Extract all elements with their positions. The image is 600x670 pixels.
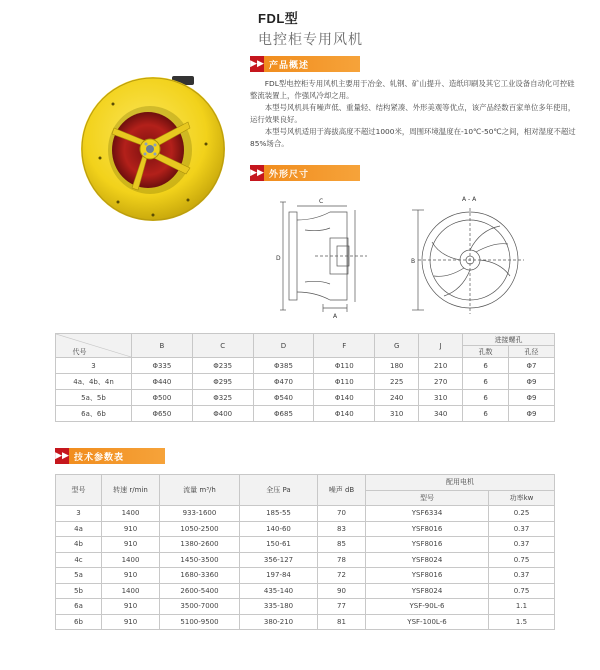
table-cell: Φ540 (253, 390, 314, 406)
table-cell: 83 (318, 521, 366, 537)
table-cell: 3 (56, 506, 102, 522)
table-cell: 910 (102, 568, 160, 584)
table-cell: 0.37 (489, 521, 555, 537)
dimensions-row (56, 406, 555, 422)
table-cell: 197-84 (240, 568, 318, 584)
dim-label-d: D (276, 255, 281, 262)
table-cell: 310 (375, 406, 419, 422)
params-row (56, 568, 555, 584)
table-cell: Φ295 (192, 374, 253, 390)
table-cell: 150-61 (240, 537, 318, 553)
table-cell: Φ110 (314, 358, 375, 374)
table-cell: 335-180 (240, 599, 318, 615)
title-block (258, 8, 363, 49)
table-cell: 310 (419, 390, 463, 406)
table-cell: YSF8024 (366, 552, 489, 568)
bolt-col-header: 孔数 (463, 346, 509, 358)
table-cell: 70 (318, 506, 366, 522)
table-cell: 6 (463, 374, 509, 390)
table-cell: 1400 (102, 506, 160, 522)
product-name: 电控柜专用风机 (258, 32, 363, 48)
table-cell: 4a (56, 521, 102, 537)
col-header: B (132, 334, 193, 358)
overview-text (250, 78, 580, 150)
double-arrow-icon: ▶▶ (250, 56, 264, 72)
params-row (56, 521, 555, 537)
table-cell: 1.1 (489, 599, 555, 615)
table-cell: 6 (463, 390, 509, 406)
double-arrow-icon: ▶▶ (250, 165, 264, 181)
overview-section-label: 产品概述 (269, 60, 310, 71)
table-cell: Φ685 (253, 406, 314, 422)
table-cell: Φ9 (509, 390, 555, 406)
overview-section-header (250, 56, 360, 72)
table-cell: 0.37 (489, 537, 555, 553)
table-cell: Φ400 (192, 406, 253, 422)
dim-label-aa: A - A (462, 196, 477, 203)
table-cell: 356-127 (240, 552, 318, 568)
params-row (56, 506, 555, 522)
table-cell: YSF8016 (366, 568, 489, 584)
table-cell: 4a、4b、4n (56, 374, 132, 390)
params-row (56, 583, 555, 599)
table-cell: 1400 (102, 552, 160, 568)
table-cell: 1400 (102, 583, 160, 599)
table-cell: 0.25 (489, 506, 555, 522)
params-row (56, 599, 555, 615)
table-cell: 77 (318, 599, 366, 615)
params-row (56, 537, 555, 553)
col-header: G (375, 334, 419, 358)
table-cell: 6 (463, 358, 509, 374)
table-cell: 240 (375, 390, 419, 406)
table-cell: 4c (56, 552, 102, 568)
params-section-label: 技术参数表 (74, 452, 125, 463)
table-cell: 180 (375, 358, 419, 374)
dimensions-section-header (250, 165, 360, 181)
motor-header: 配用电机 (366, 475, 555, 491)
table-cell: 225 (375, 374, 419, 390)
table-cell: 1050-2500 (160, 521, 240, 537)
table-cell: YSF-100L-6 (366, 614, 489, 630)
dim-label-b: B (411, 258, 416, 265)
table-cell: 270 (419, 374, 463, 390)
params-row (56, 552, 555, 568)
table-cell: 81 (318, 614, 366, 630)
table-cell: 0.75 (489, 552, 555, 568)
table-cell: 6b (56, 614, 102, 630)
table-cell: 78 (318, 552, 366, 568)
table-cell: 910 (102, 521, 160, 537)
table-cell: Φ9 (509, 374, 555, 390)
table-cell: 380-210 (240, 614, 318, 630)
dim-label-c: C (319, 198, 324, 205)
table-cell: Φ9 (509, 406, 555, 422)
table-cell: 90 (318, 583, 366, 599)
model-header: 型号 (56, 475, 102, 506)
params-section-header (55, 448, 165, 464)
table-cell: YSF6334 (366, 506, 489, 522)
table-cell: 340 (419, 406, 463, 422)
col-header: D (253, 334, 314, 358)
speed-header: 转速 r/min (102, 475, 160, 506)
col-header: F (314, 334, 375, 358)
table-cell: 2600-5400 (160, 583, 240, 599)
dimensions-row (56, 390, 555, 406)
table-cell: YSF8016 (366, 521, 489, 537)
table-cell: 72 (318, 568, 366, 584)
table-cell: Φ385 (253, 358, 314, 374)
table-cell: 5b (56, 583, 102, 599)
bolt-group-header: 进接螺孔 (463, 334, 555, 346)
table-cell: 5100-9500 (160, 614, 240, 630)
table-cell: 0.37 (489, 568, 555, 584)
overview-paragraph: FDL型电控柜专用风机主要用于冶金、轧钢、矿山提升、造纸印刷及其它工业设备自动化可控硅整流装置上，作强风冷却之用。 (250, 79, 575, 100)
table-cell: 1680-3360 (160, 568, 240, 584)
table-cell: 910 (102, 614, 160, 630)
table-cell: Φ140 (314, 406, 375, 422)
double-arrow-icon: ▶▶ (55, 448, 69, 464)
table-cell: 140-60 (240, 521, 318, 537)
motor-model-header: 型号 (366, 490, 489, 506)
table-cell: YSF8024 (366, 583, 489, 599)
table-cell: 3 (56, 358, 132, 374)
table-cell: 5a (56, 568, 102, 584)
product-model: FDL型 (258, 11, 299, 26)
flow-header: 流量 m³/h (160, 475, 240, 506)
table-cell: 85 (318, 537, 366, 553)
table-cell: Φ140 (314, 390, 375, 406)
table-cell: Φ470 (253, 374, 314, 390)
dimensions-section-label: 外形尺寸 (269, 169, 310, 180)
col-header: J (419, 334, 463, 358)
table-cell: Φ650 (132, 406, 193, 422)
dimensions-row (56, 358, 555, 374)
pressure-header: 全压 Pa (240, 475, 318, 506)
table-cell: Φ7 (509, 358, 555, 374)
table-cell: 910 (102, 537, 160, 553)
code-header-cell (56, 334, 132, 358)
table-cell: 1380-2600 (160, 537, 240, 553)
table-cell: 210 (419, 358, 463, 374)
table-cell: Φ500 (132, 390, 193, 406)
side-view-drawing (275, 190, 375, 325)
table-cell: 3500-7000 (160, 599, 240, 615)
table-cell: 6a、6b (56, 406, 132, 422)
table-cell: 1450-3500 (160, 552, 240, 568)
table-cell: Φ335 (132, 358, 193, 374)
dimensions-table (55, 333, 555, 422)
table-cell: YSF-90L-6 (366, 599, 489, 615)
fan-photo (78, 72, 228, 222)
table-cell: Φ110 (314, 374, 375, 390)
params-row (56, 614, 555, 630)
table-cell: 910 (102, 599, 160, 615)
table-cell: 4b (56, 537, 102, 553)
table-cell: Φ325 (192, 390, 253, 406)
table-cell: 435-140 (240, 583, 318, 599)
table-cell: 0.75 (489, 583, 555, 599)
table-cell: 185-55 (240, 506, 318, 522)
overview-paragraph: 本型号风机适用于海拔高度不超过1000米，周围环境温度在-10℃-50℃之间，相对湿度不超过85%场合。 (250, 127, 576, 148)
col-header: C (192, 334, 253, 358)
noise-header: 噪声 dB (318, 475, 366, 506)
table-cell: 1.5 (489, 614, 555, 630)
table-cell: Φ235 (192, 358, 253, 374)
dimensions-row (56, 374, 555, 390)
overview-paragraph: 本型号风机具有噪声低、重量轻、结构紧凑、外形美观等优点，该产品经数百家单位多年使用，运行效果良好。 (250, 103, 576, 124)
table-cell: 933-1600 (160, 506, 240, 522)
code-header-label: 代号 (72, 347, 87, 356)
bolt-col-header: 孔径 (509, 346, 555, 358)
table-cell: 5a、5b (56, 390, 132, 406)
table-cell: 6 (463, 406, 509, 422)
params-table (55, 474, 555, 630)
dim-label-a: A (333, 313, 338, 320)
table-cell: YSF8016 (366, 537, 489, 553)
table-cell: 6a (56, 599, 102, 615)
front-view-drawing (410, 190, 530, 325)
table-cell: Φ440 (132, 374, 193, 390)
power-header: 功率kw (489, 490, 555, 506)
